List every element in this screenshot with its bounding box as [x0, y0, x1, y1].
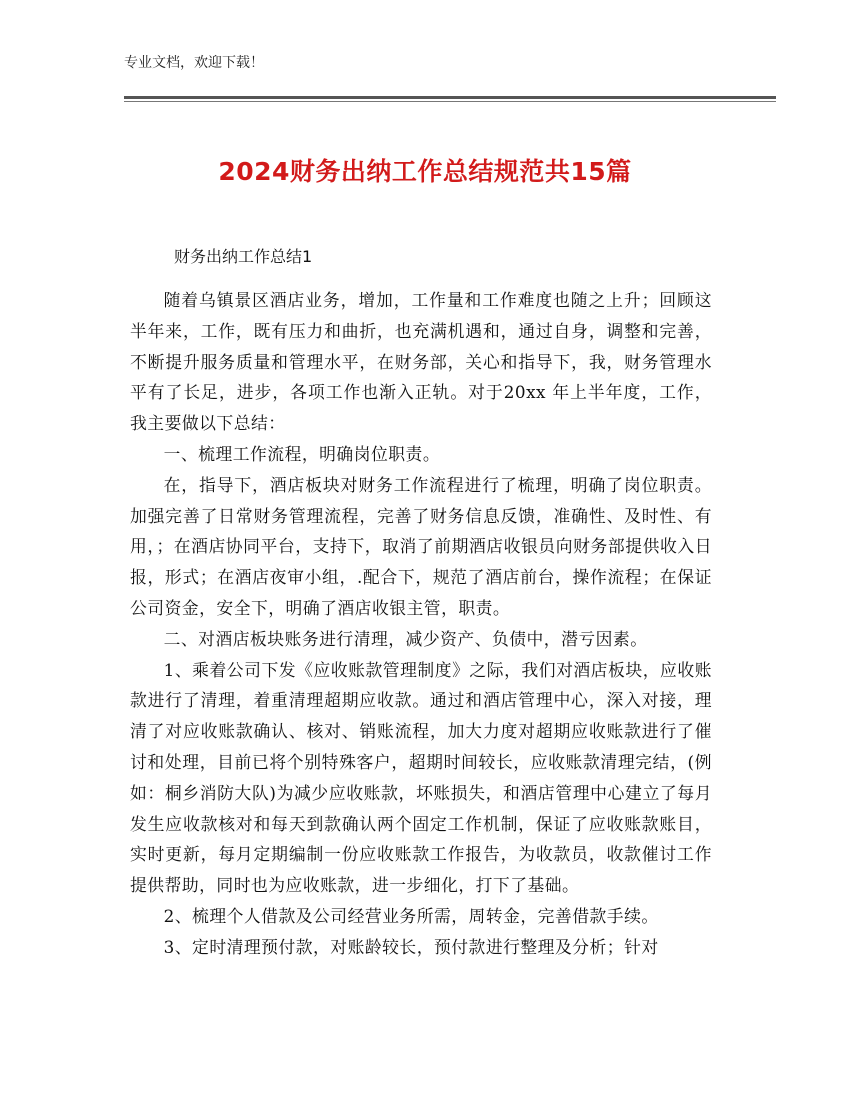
paragraph: 在，指导下，酒店板块对财务工作流程进行了梳理，明确了岗位职责。加强完善了日常财务管理流程，完善了财务信息反馈，准确性、及时性、有用，；在酒店协同平台，支持下，取消了前期酒店收银员向财务部提供收入日报，形式；在酒店夜审小组，.配合下，规范了酒店前台，操作流程；在保证公司资金，安全下，明确了酒店收银主管，职责。 [130, 474, 712, 618]
paragraph: 随着乌镇景区酒店业务，增加，工作量和工作难度也随之上升；回顾这半年来，工作，既有压力和曲折，也充满机遇和，通过自身，调整和完善，不断提升服务质量和管理水平，在财务部，关心和指导下，我，财务管理水平有了长足，进步，各项工作也渐入正轨。对于20xx 年上半年度，工作，我主要做以下总结： [130, 290, 712, 434]
paragraph: 2、梳理个人借款及公司经营业务所需，周转金，完善借款手续。 [163, 905, 659, 926]
paragraph: 一、梳理工作流程，明确岗位职责。 [163, 443, 441, 464]
paragraph: 3、定时清理预付款，对账龄较长，预付款进行整理及分析；针对 [163, 936, 659, 957]
document-body [130, 285, 712, 963]
paragraph: 1、乘着公司下发《应收账款管理制度》之际，我们对酒店板块，应收账款进行了清理，着重清理超期应收款。通过和酒店管理中心，深入对接，理清了对应收账款确认、核对、销账流程，加大力度对超期应收账款进行了催讨和处理，目前已将个别特殊客户，超期时间较长，应收账款清理完结，(例如：桐乡消防大队)为减少应收账款，坏账损失，和酒店管理中心建立了每月发生应收款核对和每天到款确认两个固定工作机制，保证了应收账款账目，实时更新，每月定期编制一份应收账款工作报告，为收款员，收款催讨工作提供帮助，同时也为应收账款，进一步细化，打下了基础。 [130, 659, 712, 896]
header-divider-thin [124, 101, 776, 102]
header-divider-thick [124, 96, 776, 99]
document-title: 2024财务出纳工作总结规范共15篇 [218, 157, 632, 186]
paragraph: 二、对酒店板块账务进行清理，减少资产、负债中，潜亏因素。 [163, 628, 648, 649]
page-header-note: 专业文档，欢迎下载！ [124, 55, 264, 71]
section-heading: 财务出纳工作总结1 [174, 247, 313, 266]
header-divider [124, 96, 776, 102]
